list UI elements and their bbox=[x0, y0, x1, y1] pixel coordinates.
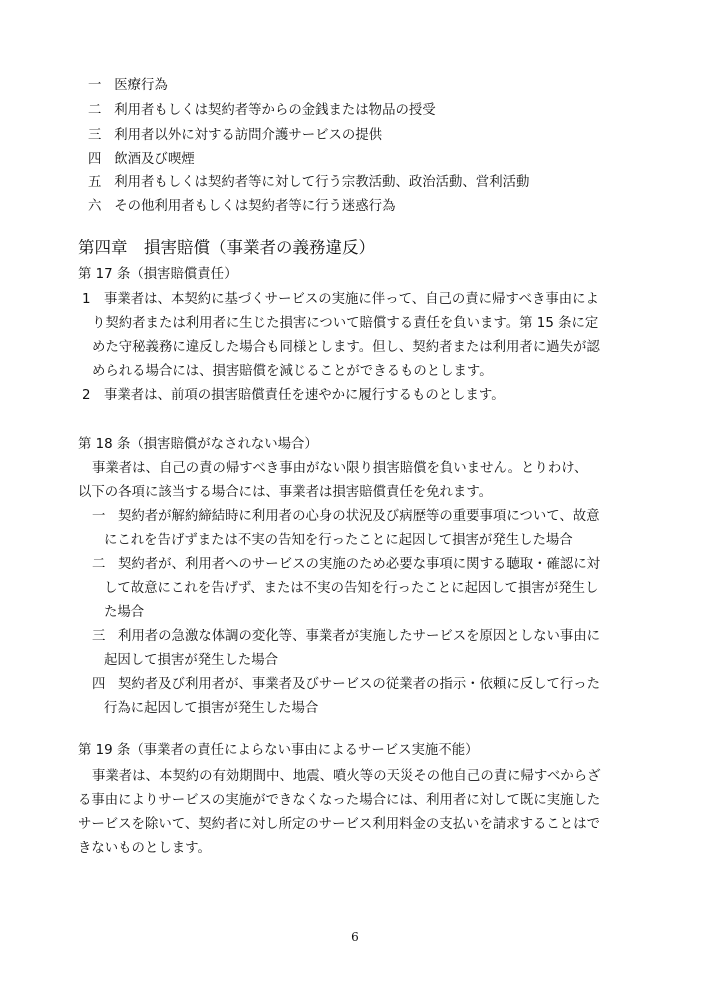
page-number: 6 bbox=[351, 930, 359, 944]
paragraph-line: サービスを除いて、契約者に対し所定のサービス利用料金の支払いを請求することはで bbox=[78, 817, 600, 832]
list-item-number: 三 bbox=[92, 629, 106, 644]
list-item-number: 五 bbox=[88, 175, 102, 190]
list-item bbox=[88, 101, 436, 121]
list-item bbox=[88, 150, 195, 170]
list-item-number: 六 bbox=[88, 199, 102, 214]
list-item-number: 二 bbox=[92, 557, 106, 572]
list-item-line: して故意にこれを告げず、または不実の告知を行ったことに起因して損害が発生し bbox=[104, 581, 599, 596]
list-item-text: 利用者以外に対する訪問介護サービスの提供 bbox=[114, 128, 383, 143]
list-item bbox=[88, 76, 168, 96]
list-item-text: その他利用者もしくは契約者等に行う迷惑行為 bbox=[114, 199, 396, 214]
list-item-line: 利用者の急激な体調の変化等、事業者が実施したサービスを原因としない事由に bbox=[118, 629, 601, 644]
list-item-text: 飲酒及び喫煙 bbox=[114, 152, 195, 167]
list-item-text: 利用者もしくは契約者等からの金銭または物品の授受 bbox=[114, 103, 436, 118]
list-item-line: 契約者が、利用者へのサービスの実施のため必要な事項に関する聴取・確認に対 bbox=[118, 557, 601, 572]
list-item-line: 契約者及び利用者が、事業者及びサービスの従業者の指示・依頼に反して行った bbox=[118, 677, 601, 692]
list-item-line: 起因して損害が発生した場合 bbox=[104, 653, 279, 668]
paragraph-line: る事由によりサービスの実施ができなくなった場合には、利用者に対して既に実施した bbox=[78, 793, 601, 808]
paragraph-line: 事業者は、本契約に基づくサービスの実施に伴って、自己の責に帰すべき事由によ bbox=[104, 292, 599, 307]
list-item-number: 一 bbox=[92, 509, 106, 524]
list-item-line: 契約者が解約締結時に利用者の心身の状況及び病歴等の重要事項について、故意 bbox=[118, 509, 600, 524]
list-item-line: 行為に起因して損害が発生した場合 bbox=[104, 701, 319, 716]
article-18-title: 第 18 条（損害賠償がなされない場合） bbox=[78, 437, 318, 452]
paragraph-number: 2 bbox=[82, 388, 91, 403]
list-item-number: 四 bbox=[88, 152, 102, 167]
list-item-line: にこれを告げずまたは不実の告知を行ったことに起因して損害が発生した場合 bbox=[104, 533, 573, 548]
article-17-title: 第 17 条（損害賠償責任） bbox=[78, 267, 238, 282]
list-item-text: 医療行為 bbox=[114, 78, 168, 93]
list-item-number: 四 bbox=[92, 677, 106, 692]
paragraph-line: り契約者または利用者に生じた損害について賠償する責任を負います。第 15 条に定 bbox=[92, 316, 599, 331]
chapter-heading: 第四章 損害賠償（事業者の義務違反） bbox=[78, 238, 375, 257]
paragraph-line: きないものとします。 bbox=[78, 841, 211, 856]
paragraph-line: 以下の各項に該当する場合には、事業者は損害賠償責任を免れます。 bbox=[78, 485, 493, 500]
paragraph-line: 事業者は、前項の損害賠償責任を速やかに履行するものとします。 bbox=[104, 388, 505, 403]
list-item-line: た場合 bbox=[104, 605, 145, 620]
list-item-number: 二 bbox=[88, 103, 102, 118]
list-item bbox=[88, 197, 395, 217]
paragraph-line: 事業者は、本契約の有効期間中、地震、噴火等の天災その他自己の責に帰すべからざ bbox=[92, 769, 601, 784]
article-19-title: 第 19 条（事業者の責任によらない事由によるサービス実施不能） bbox=[78, 743, 479, 758]
list-item-number: 三 bbox=[88, 128, 102, 143]
paragraph-line: 事業者は、自己の責の帰すべき事由がない限り損害賠償を負いません。とりわけ、 bbox=[92, 461, 588, 476]
paragraph-number: 1 bbox=[82, 292, 91, 307]
list-item-text: 利用者もしくは契約者等に対して行う宗教活動、政治活動、営利活動 bbox=[114, 175, 530, 190]
list-item-number: 一 bbox=[88, 78, 102, 93]
paragraph-line: めた守秘義務に違反した場合も同様とします。但し、契約者または利用者に過失が認 bbox=[92, 340, 600, 355]
list-item bbox=[88, 126, 382, 146]
list-item bbox=[88, 173, 529, 193]
paragraph-line: められる場合には、損害賠償を減じることができるものとします。 bbox=[92, 364, 493, 379]
